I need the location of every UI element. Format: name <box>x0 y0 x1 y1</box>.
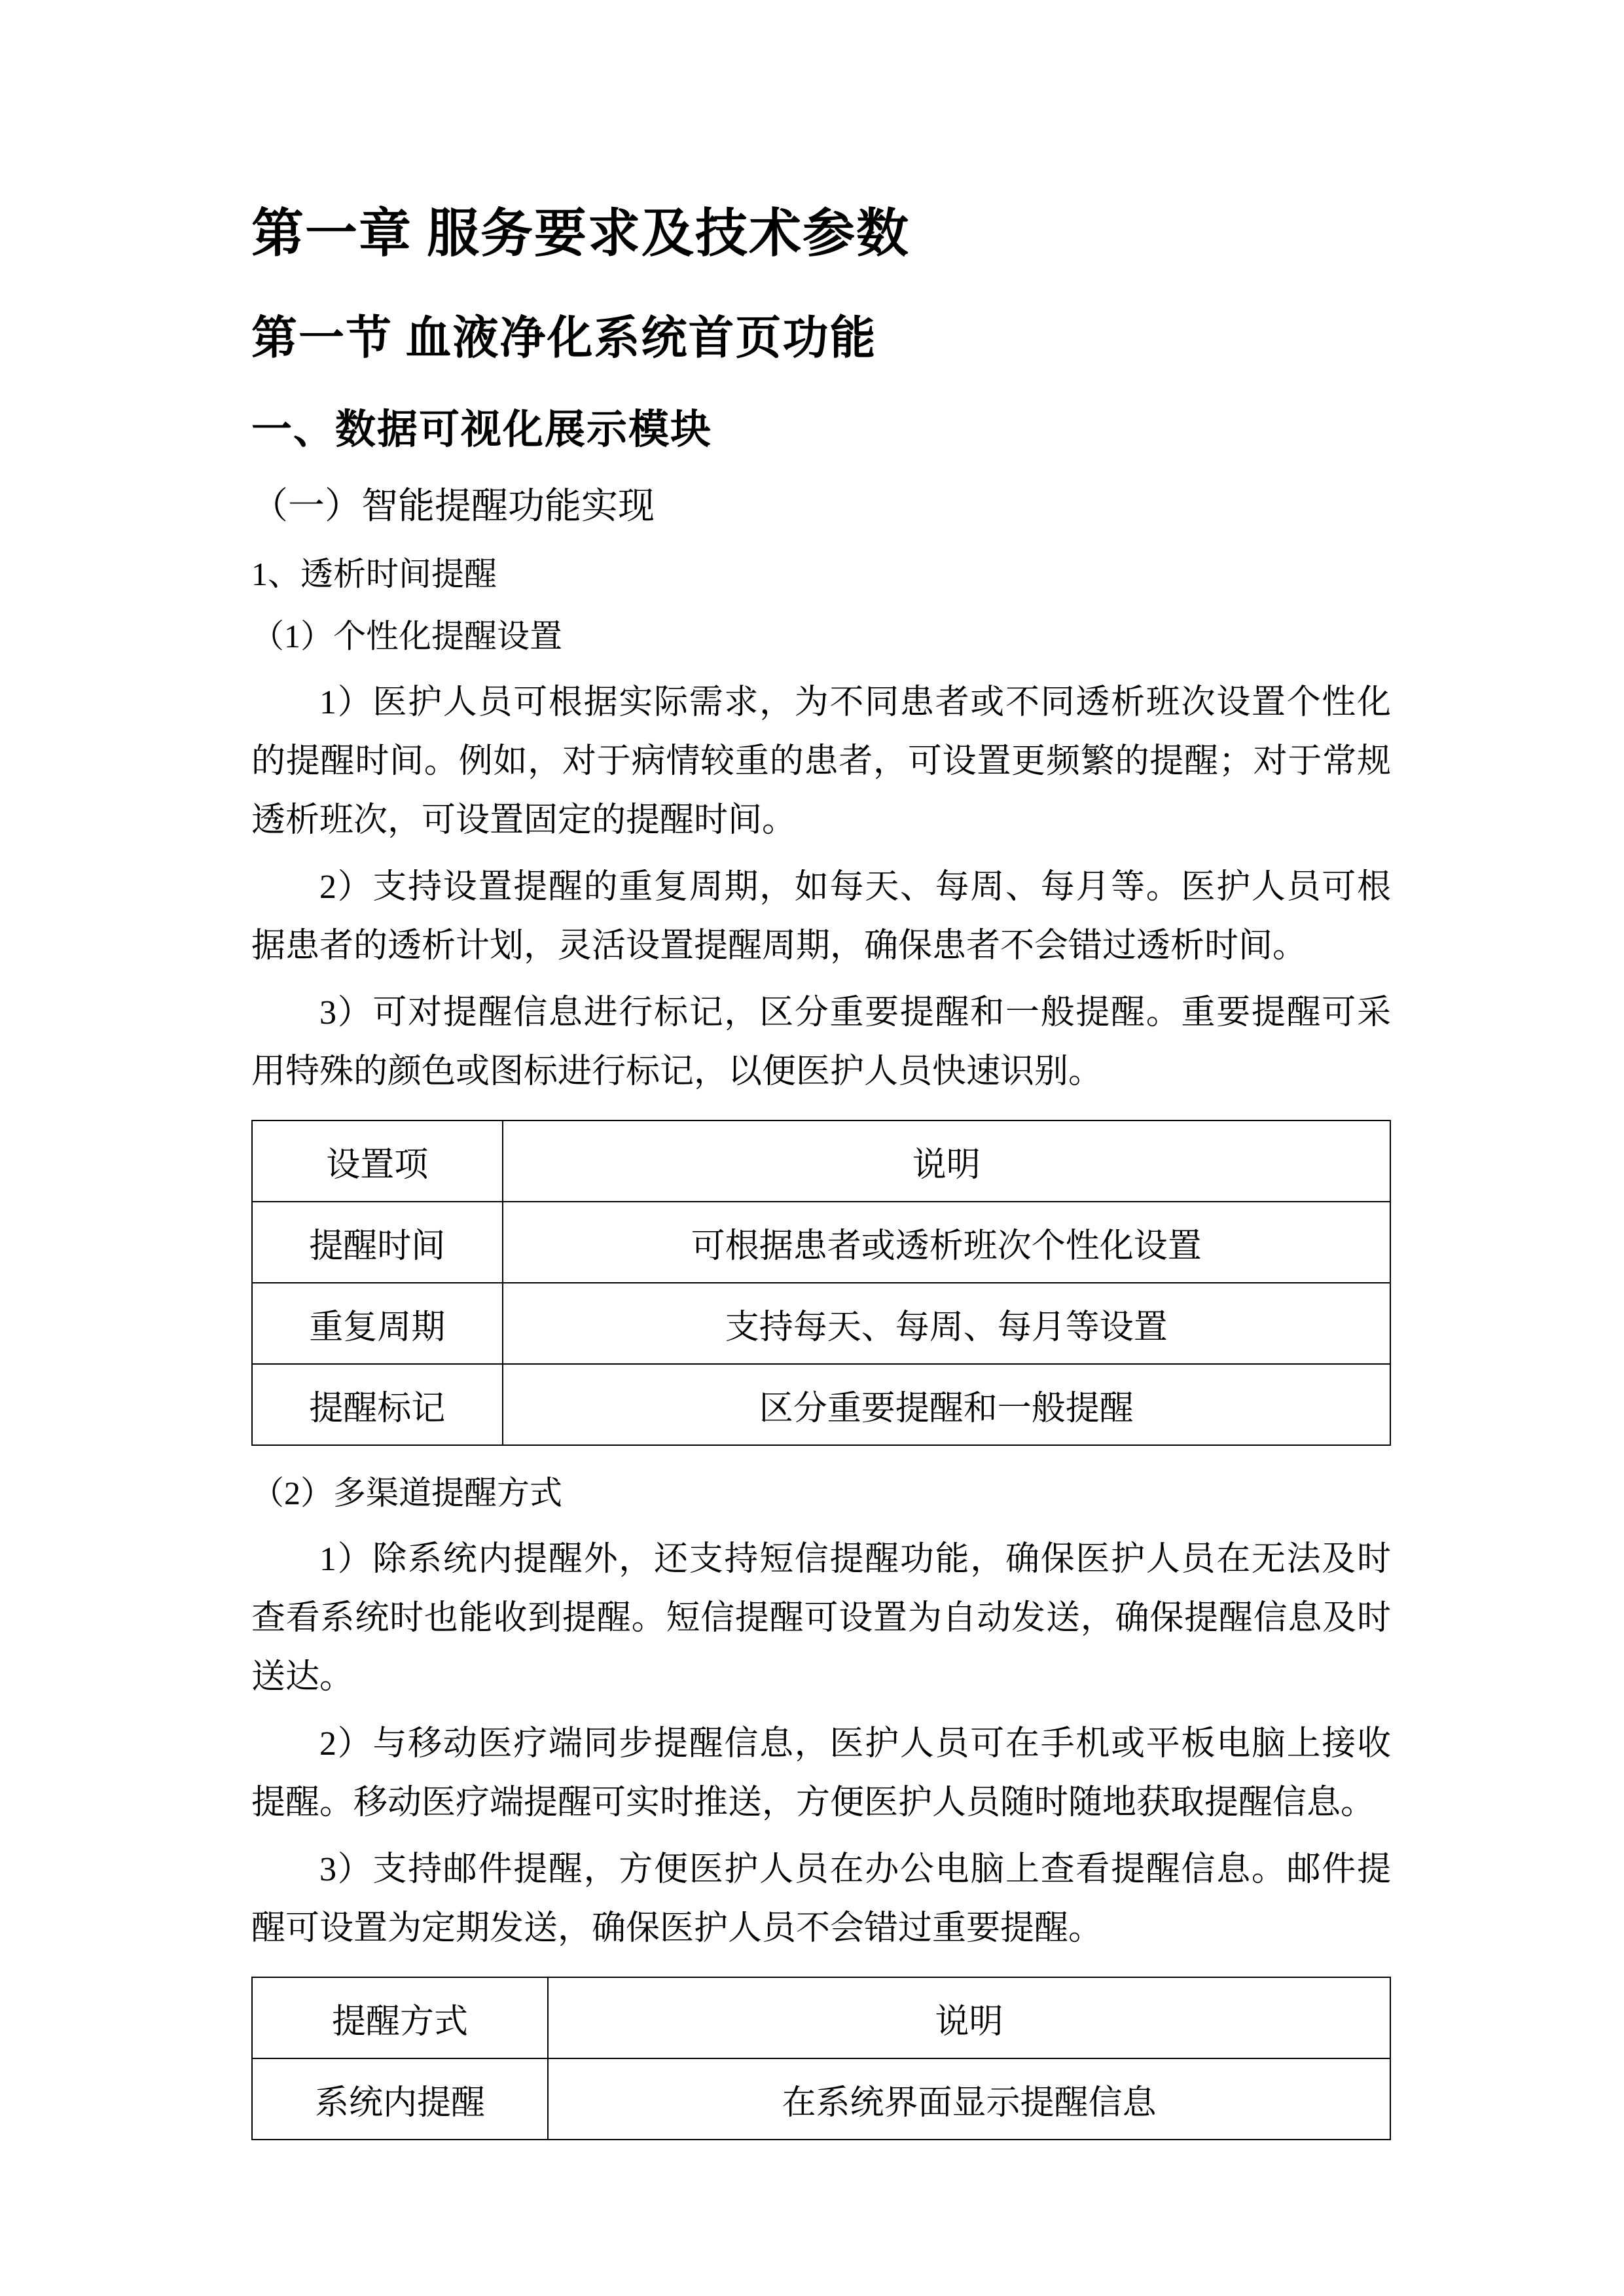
table-cell: 支持每天、每周、每月等设置 <box>503 1283 1390 1364</box>
heading-dialysis-time-reminder: 1、透析时间提醒 <box>251 556 497 593</box>
table-row <box>252 1364 1390 1445</box>
heading-data-visualization-module: 一、数据可视化展示模块 <box>251 408 713 452</box>
paragraph: 3）可对提醒信息进行标记，区分重要提醒和一般提醒。重要提醒可采用特殊的颜色或图标进行标记，以便医护人员快速识别。 <box>251 994 1391 1091</box>
table-cell: 重复周期 <box>252 1283 503 1364</box>
reminder-settings-table <box>251 1120 1391 1446</box>
paragraph: 2）支持设置提醒的重复周期，如每天、每周、每月等。医护人员可根据患者的透析计划，灵活设置提醒周期，确保患者不会错过透析时间。 <box>251 869 1391 965</box>
table-cell: 区分重要提醒和一般提醒 <box>503 1364 1390 1445</box>
table-header-row <box>252 1977 1390 2058</box>
heading-multichannel-reminder: （2）多渠道提醒方式 <box>251 1475 562 1512</box>
table-header-cell: 提醒方式 <box>252 1977 548 2058</box>
table-cell: 在系统界面显示提醒信息 <box>548 2058 1390 2140</box>
table-header-cell: 说明 <box>548 1977 1390 2058</box>
reminder-methods-table <box>251 1977 1391 2140</box>
table-cell: 提醒时间 <box>252 1202 503 1283</box>
table-cell: 提醒标记 <box>252 1364 503 1445</box>
table-header-cell: 说明 <box>503 1121 1390 1202</box>
paragraph: 2）与移动医疗端同步提醒信息，医护人员可在手机或平板电脑上接收提醒。移动医疗端提醒可实时推送，方便医护人员随时随地获取提醒信息。 <box>251 1725 1391 1822</box>
table-cell: 系统内提醒 <box>252 2058 548 2140</box>
table-row <box>252 1283 1390 1364</box>
paragraph: 1）除系统内提醒外，还支持短信提醒功能，确保医护人员在无法及时查看系统时也能收到提醒。短信提醒可设置为自动发送，确保提醒信息及时送达。 <box>251 1541 1391 1696</box>
table-row <box>252 2058 1390 2140</box>
heading-personalized-reminder-settings: （1）个性化提醒设置 <box>251 618 562 655</box>
heading-smart-reminder: （一）智能提醒功能实现 <box>251 486 655 528</box>
table-header-cell: 设置项 <box>252 1121 503 1202</box>
paragraph: 3）支持邮件提醒，方便医护人员在办公电脑上查看提醒信息。邮件提醒可设置为定期发送，确保医护人员不会错过重要提醒。 <box>251 1851 1391 1948</box>
table-row <box>252 1202 1390 1283</box>
table-header-row <box>252 1121 1390 1202</box>
paragraph: 1）医护人员可根据实际需求，为不同患者或不同透析班次设置个性化的提醒时间。例如，对于病情较重的患者，可设置更频繁的提醒；对于常规透析班次，可设置固定的提醒时间。 <box>251 684 1391 840</box>
chapter-title: 第一章 服务要求及技术参数 <box>251 206 910 263</box>
table-cell: 可根据患者或透析班次个性化设置 <box>503 1202 1390 1283</box>
section-title: 第一节 血液净化系统首页功能 <box>251 314 877 364</box>
